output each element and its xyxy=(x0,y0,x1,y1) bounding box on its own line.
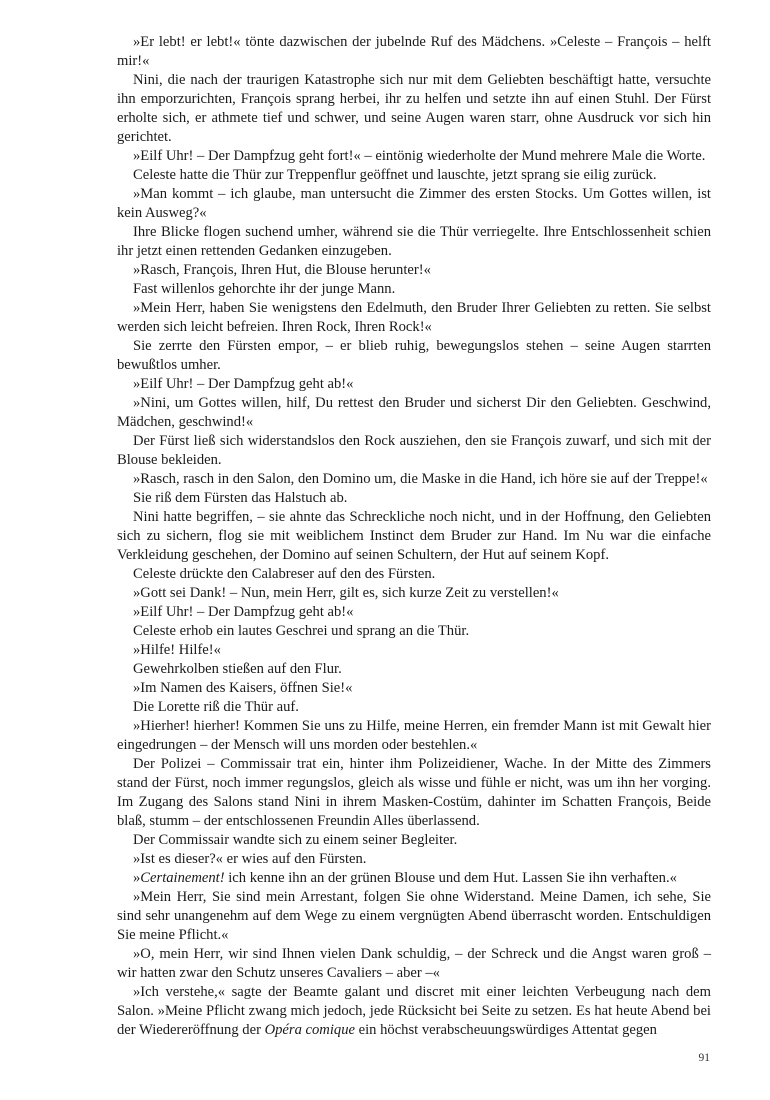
text-run: Sie zerrte den Fürsten empor, – er blieb ruhig, bewegungslos stehen – seine Augen starrten bewußtlos umher. xyxy=(117,338,711,373)
text-run: Fast willenlos gehorchte ihr der junge Mann. xyxy=(133,281,396,297)
paragraph xyxy=(117,394,711,432)
paragraph xyxy=(117,147,711,166)
text-run: Ihre Blicke flogen suchend umher, während sie die Thür verriegelte. Ihre Entschlossenheit schien ihr jetzt einen rettenden Gedanken einzugeben. xyxy=(117,224,711,259)
page-number: 91 xyxy=(698,1052,710,1064)
text-run: Der Commissair wandte sich zu einem seiner Begleiter. xyxy=(133,832,458,848)
text-run: »Ist es dieser?« er wies auf den Fürsten. xyxy=(133,851,367,867)
text-run: Gewehrkolben stießen auf den Flur. xyxy=(133,661,342,677)
text-run: »Ich verstehe,« sagte der Beamte galant und discret mit einer leichten Verbeugung nach dem Salon. »Meine Pflicht zwang mich jedoch, jede Rücksicht bei Seite zu setzen. Es hat heute Abend bei der Wiedereröffnung der xyxy=(117,984,711,1038)
text-run: »Mein Herr, haben Sie wenigstens den Edelmuth, den Bruder Ihrer Geliebten zu retten. Sie selbst werden sich leicht befreien. Ihren Rock, Ihren Rock!« xyxy=(117,300,711,335)
text-run: Celeste hatte die Thür zur Treppenflur geöffnet und lauschte, jetzt sprang sie eilig zurück. xyxy=(133,167,657,183)
text-run: »Eilf Uhr! – Der Dampfzug geht ab!« xyxy=(133,376,354,392)
text-run: Der Fürst ließ sich widerstandslos den Rock ausziehen, den sie François zuwarf, und sich mit der Blouse bekleiden. xyxy=(117,433,711,468)
paragraph xyxy=(117,622,711,641)
paragraph xyxy=(117,945,711,983)
text-run: »Man kommt – ich glaube, man untersucht die Zimmer des ersten Stocks. Um Gottes willen, ist kein Ausweg?« xyxy=(117,186,711,221)
paragraph xyxy=(117,166,711,185)
paragraph xyxy=(117,850,711,869)
paragraph xyxy=(117,584,711,603)
paragraph xyxy=(117,337,711,375)
text-run: Die Lorette riß die Thür auf. xyxy=(133,699,299,715)
paragraph xyxy=(117,679,711,698)
paragraph xyxy=(117,831,711,850)
paragraph xyxy=(117,33,711,71)
text-run: »Er lebt! er lebt!« tönte dazwischen der jubelnde Ruf des Mädchens. »Celeste – François – helft mir!« xyxy=(117,34,711,69)
paragraph xyxy=(117,603,711,622)
text-run: »Eilf Uhr! – Der Dampfzug geht ab!« xyxy=(133,604,354,620)
paragraph xyxy=(117,508,711,565)
text-run: Celeste erhob ein lautes Geschrei und sprang an die Thür. xyxy=(133,623,470,639)
text-run: ein höchst verabscheuungswürdiges Attentat gegen xyxy=(354,1022,657,1038)
paragraph xyxy=(117,983,711,1040)
text-run: Nini, die nach der traurigen Katastrophe sich nur mit dem Geliebten beschäftigt hatte, versuchte ihn emporzurichten, François sprang herbei, ihr zu helfen und setzte ihn auf einen Stuhl. Der Fürst erholte sich, er athmete tief und schwer, und seine Augen waren starr, ohne Ausdruck vor sich hin gerichtet. xyxy=(117,72,711,145)
paragraph xyxy=(117,660,711,679)
paragraph xyxy=(117,565,711,584)
text-run: »Nini, um Gottes willen, hilf, Du rettest den Bruder und sicherst Dir den Geliebten. Geschwind, Mädchen, geschwind!« xyxy=(117,395,711,430)
paragraph xyxy=(117,717,711,755)
text-run: »Eilf Uhr! – Der Dampfzug geht fort!« – eintönig wiederholte der Mund mehrere Male die Worte. xyxy=(133,148,706,164)
paragraph xyxy=(117,299,711,337)
text-run: Der Polizei – Commissair trat ein, hinter ihm Polizeidiener, Wache. In der Mitte des Zimmers stand der Fürst, noch immer regungslos, gleich als wisse und fühle er nicht, was um ihn her vorging. Im Zugang des Salons stand Nini in ihrem Masken-Costüm, dahinter im Schatten François, Beide blaß, stumm – der entschlossenen Freundin Alles überlassend. xyxy=(117,756,711,829)
paragraph xyxy=(117,432,711,470)
text-run: ich kenne ihn an der grünen Blouse und dem Hut. Lassen Sie ihn verhaften.« xyxy=(224,870,677,886)
paragraph xyxy=(117,71,711,147)
italic-text: Opéra comique xyxy=(264,1022,355,1038)
paragraph xyxy=(117,489,711,508)
paragraph xyxy=(117,261,711,280)
text-run: » xyxy=(133,870,141,886)
paragraph xyxy=(117,755,711,831)
paragraph xyxy=(117,888,711,945)
paragraph xyxy=(117,470,711,489)
text-run: »Mein Herr, Sie sind mein Arrestant, folgen Sie ohne Widerstand. Meine Damen, ich sehe, Sie sind sehr unangenehm auf dem Wege zu einem vergnügten Abend überrascht worden. Entschuldigen Sie meine Pflicht.« xyxy=(117,889,711,943)
paragraph xyxy=(117,185,711,223)
paragraph xyxy=(117,223,711,261)
text-run: Nini hatte begriffen, – sie ahnte das Schreckliche noch nicht, und in der Hoffnung, den Geliebten sich zu sichern, flog sie mit weiblichem Instinct dem Bruder zur Hand. Im Nu war die einfache Verkleidung geschehen, der Domino auf seinen Schultern, der Hut auf seinem Kopf. xyxy=(117,509,711,563)
paragraph xyxy=(117,698,711,717)
page-body xyxy=(117,33,711,1040)
text-run: »Im Namen des Kaisers, öffnen Sie!« xyxy=(133,680,353,696)
text-run: Sie riß dem Fürsten das Halstuch ab. xyxy=(133,490,348,506)
italic-text: Certainement! xyxy=(140,870,225,886)
text-run: »Hilfe! Hilfe!« xyxy=(133,642,221,658)
paragraph xyxy=(117,641,711,660)
paragraph xyxy=(117,280,711,299)
text-run: »Rasch, François, Ihren Hut, die Blouse herunter!« xyxy=(133,262,431,278)
text-run: »Gott sei Dank! – Nun, mein Herr, gilt es, sich kurze Zeit zu verstellen!« xyxy=(133,585,559,601)
text-run: Celeste drückte den Calabreser auf den des Fürsten. xyxy=(133,566,436,582)
paragraph xyxy=(117,375,711,394)
text-run: »Hierher! hierher! Kommen Sie uns zu Hilfe, meine Herren, ein fremder Mann ist mit Gewalt hier eingedrungen – der Mensch will uns morden oder bestehlen.« xyxy=(117,718,711,753)
text-run: »O, mein Herr, wir sind Ihnen vielen Dank schuldig, – der Schreck und die Angst waren groß – wir hatten zwar den Schutz unseres Cavaliers – aber –« xyxy=(117,946,711,981)
text-run: »Rasch, rasch in den Salon, den Domino um, die Maske in die Hand, ich höre sie auf der Treppe!« xyxy=(133,471,708,487)
paragraph xyxy=(117,869,711,888)
